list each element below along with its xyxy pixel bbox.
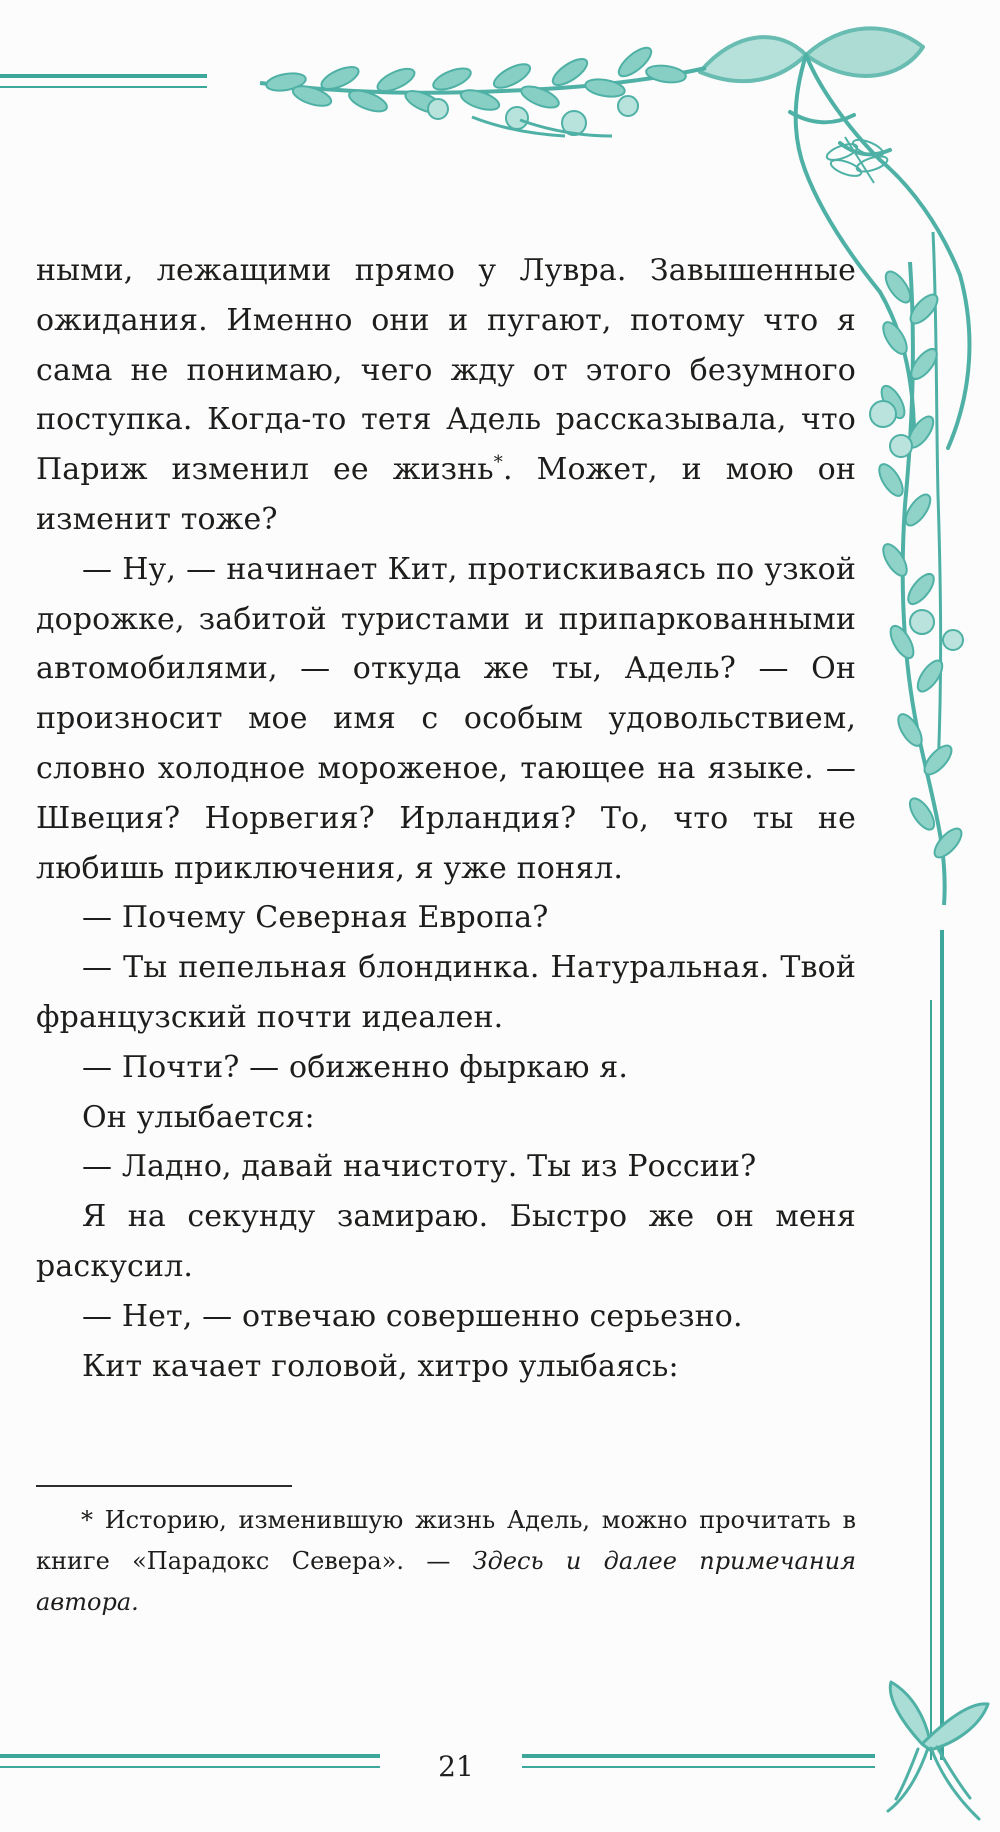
botanical-garland-icon (260, 43, 706, 136)
paragraph-10: Кит качает головой, хитро улыбаясь: (82, 1348, 679, 1384)
footnote (36, 1500, 856, 1623)
main-text (36, 246, 856, 1391)
footnote-reference-marker: * (493, 452, 503, 474)
paragraph-2: — Ну, — начинает Кит, протискиваясь по узкой дорожке, забитой туристами и припаркованными автомобилями, — откуда же ты, Адель? — Он произносит мое имя с особым удовольствием, словно холодное мороженое, тающее на языке. — Швеция? Норвегия? Ирландия? То, что ты не любишь приключения, я уже понял. (36, 551, 856, 886)
footnote-marker: * (81, 1506, 93, 1534)
ribbon-bow-icon (888, 1682, 988, 1819)
footnote-divider (36, 1485, 292, 1487)
paragraph-3: — Почему Северная Европа? (82, 900, 549, 936)
paragraph-6: Он улыбается: (82, 1099, 315, 1135)
paragraph-9: — Нет, — отвечаю совершенно серьезно. (82, 1298, 743, 1334)
paragraph-8: Я на секунду замираю. Быстро же он меня раскусил. (36, 1199, 856, 1284)
paragraph-5: — Почти? — обиженно фыркаю я. (82, 1049, 629, 1085)
footnote-italic-text: Здесь и далее примечания автора. (36, 1547, 857, 1616)
paragraph-4: — Ты пепельная блондинка. Натуральная. Твой французский почти идеален. (36, 950, 856, 1035)
dragonfly-icon (825, 136, 889, 183)
paragraph-1-text-after-marker: . Может, и мою он изменит тоже? (36, 452, 857, 537)
page-number: 21 (438, 1750, 474, 1783)
paragraph-7: — Ладно, давай начистоту. Ты из России? (82, 1149, 757, 1185)
footnote-text: Историю, изменившую жизнь Адель, можно прочитать в книге «Парадокс Севера». — (36, 1506, 856, 1575)
paragraph-1 (36, 246, 856, 545)
right-vine-ornament (870, 232, 966, 905)
paragraph-1-text-before-marker: ными, лежащими прямо у Лувра. Завышенные ожидания. Именно они и пугают, потому что я сама не понимаю, чего жду от этого безумного поступка. Когда-то тетя Адель рассказывала, что Париж изменил ее жизнь (36, 253, 856, 488)
